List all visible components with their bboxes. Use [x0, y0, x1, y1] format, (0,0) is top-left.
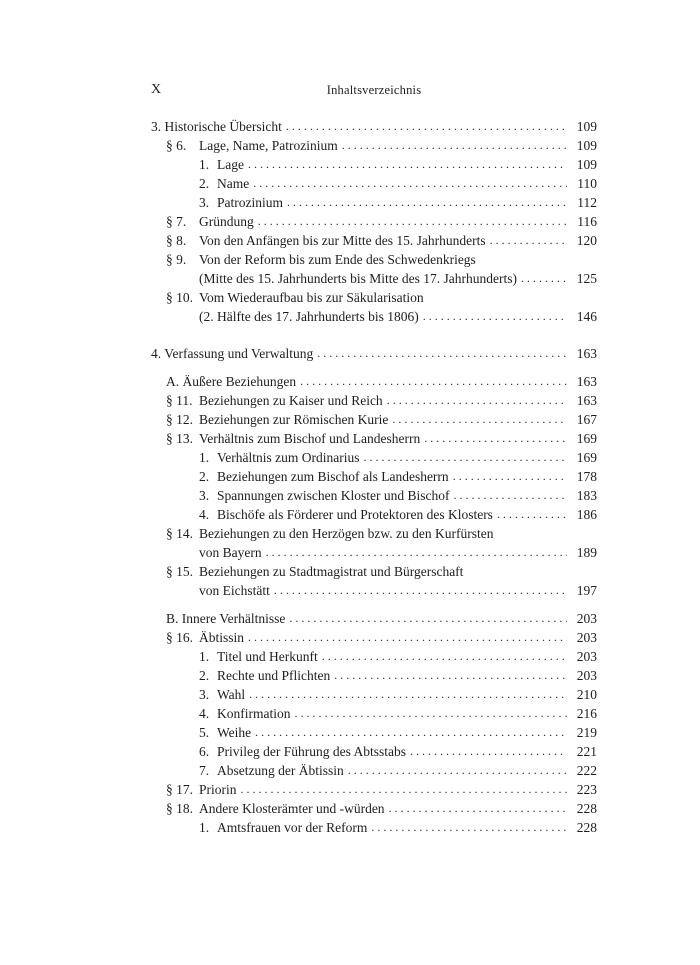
toc-entry-page: 210 [576, 687, 597, 702]
toc-entry-page: 223 [576, 782, 597, 797]
toc-entry-title: Konfirmation [217, 706, 291, 721]
toc-entry-number: 3. [199, 195, 210, 210]
toc-entry [151, 429, 597, 448]
toc-entry-number: 4. [199, 507, 210, 522]
toc-entry-number: 1. [199, 157, 210, 172]
dot-leader [317, 344, 567, 363]
toc-entry [151, 666, 597, 685]
toc-entry-title: Wahl [217, 687, 246, 702]
toc-entry-number: § 11. [166, 393, 193, 408]
dot-leader [342, 136, 567, 155]
dot-leader [453, 467, 567, 486]
toc-entry-number: 1. [199, 450, 210, 465]
toc-entry [151, 505, 597, 524]
toc-entry-title: Bischöfe als Förderer und Protektoren des Klosters [217, 507, 493, 522]
toc-entry-title: Absetzung der Äbtissin [217, 763, 344, 778]
dot-leader [453, 486, 567, 505]
dot-leader [287, 193, 567, 212]
toc-entry [151, 818, 597, 837]
toc-entry-title: Vom Wiederaufbau bis zur Säkularisation [199, 290, 424, 305]
toc-entry-title: (2. Hälfte des 17. Jahrhunderts bis 1806) [199, 309, 419, 324]
toc-entry-number: 3. [199, 488, 210, 503]
toc-entry-page: 169 [576, 450, 597, 465]
toc-entry [151, 372, 597, 391]
toc-entry-number: 1. [199, 649, 210, 664]
toc-entry-page: 112 [577, 195, 597, 210]
toc-entry-page: 125 [576, 271, 597, 286]
toc-entry [151, 609, 597, 628]
toc-entry-title: Lage, Name, Patrozinium [199, 138, 338, 153]
toc-entry-page: 203 [576, 611, 597, 626]
toc-entry-title: Amtsfrauen vor der Reform [217, 820, 368, 835]
dot-leader [322, 647, 567, 666]
toc-entry-page: 228 [576, 820, 597, 835]
toc-entry [151, 647, 597, 666]
toc-entry-page: 203 [576, 668, 597, 683]
toc-entry-page: 169 [576, 431, 597, 446]
toc-entry-title: Rechte und Pflichten [217, 668, 331, 683]
toc-entry-title: Beziehungen zu den Herzögen bzw. zu den Kurfürsten [199, 526, 494, 541]
toc-entry-number: § 12. [166, 412, 193, 427]
toc-entry-title: Verhältnis zum Bischof und Landesherrn [199, 431, 421, 446]
toc-entry-number: § 14. [166, 526, 193, 541]
toc-entry [151, 543, 597, 562]
toc-entry-title: B. Innere Verhältnisse [166, 611, 286, 626]
dot-leader [348, 761, 567, 780]
toc-entry-title: Von der Reform bis zum Ende des Schwedenkriegs [199, 252, 476, 267]
toc-entry-title: Titel und Herkunft [217, 649, 318, 664]
toc-entry-page: 183 [576, 488, 597, 503]
toc-entry-page: 203 [576, 649, 597, 664]
dot-leader [363, 448, 567, 467]
toc-entry [151, 448, 597, 467]
toc-entry-number: 3. [199, 687, 210, 702]
running-head: Inhaltsverzeichnis [326, 83, 422, 97]
toc-entry-page: 109 [576, 119, 597, 134]
toc-entry-number: 5. [199, 725, 210, 740]
toc-entry-page: 197 [576, 583, 597, 598]
dot-leader [295, 704, 568, 723]
toc-entry [151, 723, 597, 742]
toc-entry-number: § 16. [166, 630, 193, 645]
dot-leader [241, 780, 567, 799]
dot-leader [258, 212, 567, 231]
toc-entry [151, 581, 597, 600]
toc-entry-title: Beziehungen zu Stadtmagistrat und Bürgerschaft [199, 564, 464, 579]
toc-entry-number: 7. [199, 763, 210, 778]
toc-entry-number: § 7. [166, 214, 187, 229]
toc-entry-number: 2. [199, 469, 210, 484]
dot-leader [423, 307, 567, 326]
toc-entry-page: 167 [576, 412, 597, 427]
dot-leader [521, 269, 567, 288]
dot-leader [490, 231, 567, 250]
toc-entry-number: § 9. [166, 252, 187, 267]
toc-entry-page: 228 [576, 801, 597, 816]
toc-entry-page: 189 [576, 545, 597, 560]
dot-leader [387, 391, 567, 410]
toc-entry-page: 219 [576, 725, 597, 740]
toc-entry [151, 193, 597, 212]
dot-leader [424, 429, 567, 448]
toc-entry-number: § 6. [166, 138, 187, 153]
toc-entry-page: 120 [576, 233, 597, 248]
toc-entry-title: 3. Historische Übersicht [151, 119, 282, 134]
toc-entry [151, 250, 597, 269]
page-header [151, 82, 597, 102]
dot-leader [274, 581, 567, 600]
toc-entry-title: (Mitte des 15. Jahrhunderts bis Mitte des 17. Jahrhunderts) [199, 271, 517, 286]
dot-leader [249, 685, 567, 704]
toc-entry-title: Beziehungen zu Kaiser und Reich [199, 393, 383, 408]
toc-entry-page: 110 [577, 176, 597, 191]
toc-entry-page: 163 [576, 374, 597, 389]
toc-entry-title: A. Äußere Beziehungen [166, 374, 297, 389]
dot-leader [389, 799, 567, 818]
dot-leader [371, 818, 567, 837]
toc-entry-page: 146 [576, 309, 597, 324]
toc-entry [151, 307, 597, 326]
toc-entry-number: § 18. [166, 801, 193, 816]
toc-entry [151, 524, 597, 543]
toc-entry-number: 4. [199, 706, 210, 721]
toc-entry [151, 117, 597, 136]
toc-entry-title: Priorin [199, 782, 237, 797]
toc-entry-page: 109 [576, 157, 597, 172]
toc-entry-title: 4. Verfassung und Verwaltung [151, 346, 314, 361]
toc-entry-title: Von den Anfängen bis zur Mitte des 15. Jahrhunderts [199, 233, 486, 248]
dot-leader [255, 723, 567, 742]
dot-leader [300, 372, 567, 391]
toc-entry-title: Name [217, 176, 250, 191]
toc-entry-title: Gründung [199, 214, 254, 229]
dot-leader [253, 174, 567, 193]
toc-entry-page: 163 [576, 346, 597, 361]
dot-leader [497, 505, 567, 524]
dot-leader [410, 742, 567, 761]
toc-entry-title: Lage [217, 157, 244, 172]
dot-leader [392, 410, 567, 429]
toc-entry-number: § 15. [166, 564, 193, 579]
dot-leader [266, 543, 567, 562]
toc-entry-page: 178 [576, 469, 597, 484]
toc-entry-title: Beziehungen zur Römischen Kurie [199, 412, 389, 427]
toc-entry-number: § 10. [166, 290, 193, 305]
toc-entry-title: Patrozinium [217, 195, 283, 210]
dot-leader [248, 155, 567, 174]
toc-entry-title: Privileg der Führung des Abtsstabs [217, 744, 406, 759]
toc-entry-number: 2. [199, 176, 210, 191]
toc-entry [151, 136, 597, 155]
toc-entry [151, 410, 597, 429]
toc-entry [151, 344, 597, 363]
toc-entry-title: von Eichstätt [199, 583, 270, 598]
toc-entry-title: Spannungen zwischen Kloster und Bischof [217, 488, 450, 503]
toc-entry [151, 155, 597, 174]
toc-entry [151, 685, 597, 704]
toc-entry-page: 109 [576, 138, 597, 153]
toc-entry-title: Äbtissin [199, 630, 245, 645]
toc-entry-page: 221 [576, 744, 597, 759]
toc-entry-number: 6. [199, 744, 210, 759]
toc-entry [151, 288, 597, 307]
dot-leader [248, 628, 567, 647]
toc-entry [151, 780, 597, 799]
toc-entry [151, 269, 597, 288]
toc-entry-title: Verhältnis zum Ordinarius [217, 450, 360, 465]
toc-entry [151, 231, 597, 250]
toc-entry-number: § 13. [166, 431, 193, 446]
toc-entry-title: Beziehungen zum Bischof als Landesherrn [217, 469, 449, 484]
toc-entry-title: von Bayern [199, 545, 262, 560]
toc-entry [151, 212, 597, 231]
toc-entry-page: 216 [576, 706, 597, 721]
toc-entry-title: Weihe [217, 725, 252, 740]
toc-entry [151, 391, 597, 410]
toc-entry [151, 628, 597, 647]
dot-leader [289, 609, 567, 628]
toc-entry-page: 116 [577, 214, 597, 229]
toc-entry-number: § 17. [166, 782, 193, 797]
toc-entry [151, 486, 597, 505]
toc-entry [151, 799, 597, 818]
toc-entry-page: 203 [576, 630, 597, 645]
page-numeral: X [151, 82, 162, 97]
table-of-contents [151, 117, 597, 837]
toc-entry [151, 562, 597, 581]
dot-leader [334, 666, 567, 685]
toc-entry [151, 704, 597, 723]
toc-entry [151, 761, 597, 780]
toc-entry [151, 467, 597, 486]
toc-entry-number: § 8. [166, 233, 187, 248]
toc-entry-number: 1. [199, 820, 210, 835]
toc-entry-page: 222 [576, 763, 597, 778]
toc-entry [151, 174, 597, 193]
toc-entry-title: Andere Klosterämter und -würden [199, 801, 385, 816]
toc-entry-page: 163 [576, 393, 597, 408]
toc-entry-number: 2. [199, 668, 210, 683]
dot-leader [286, 117, 567, 136]
toc-entry-page: 186 [576, 507, 597, 522]
toc-entry [151, 742, 597, 761]
